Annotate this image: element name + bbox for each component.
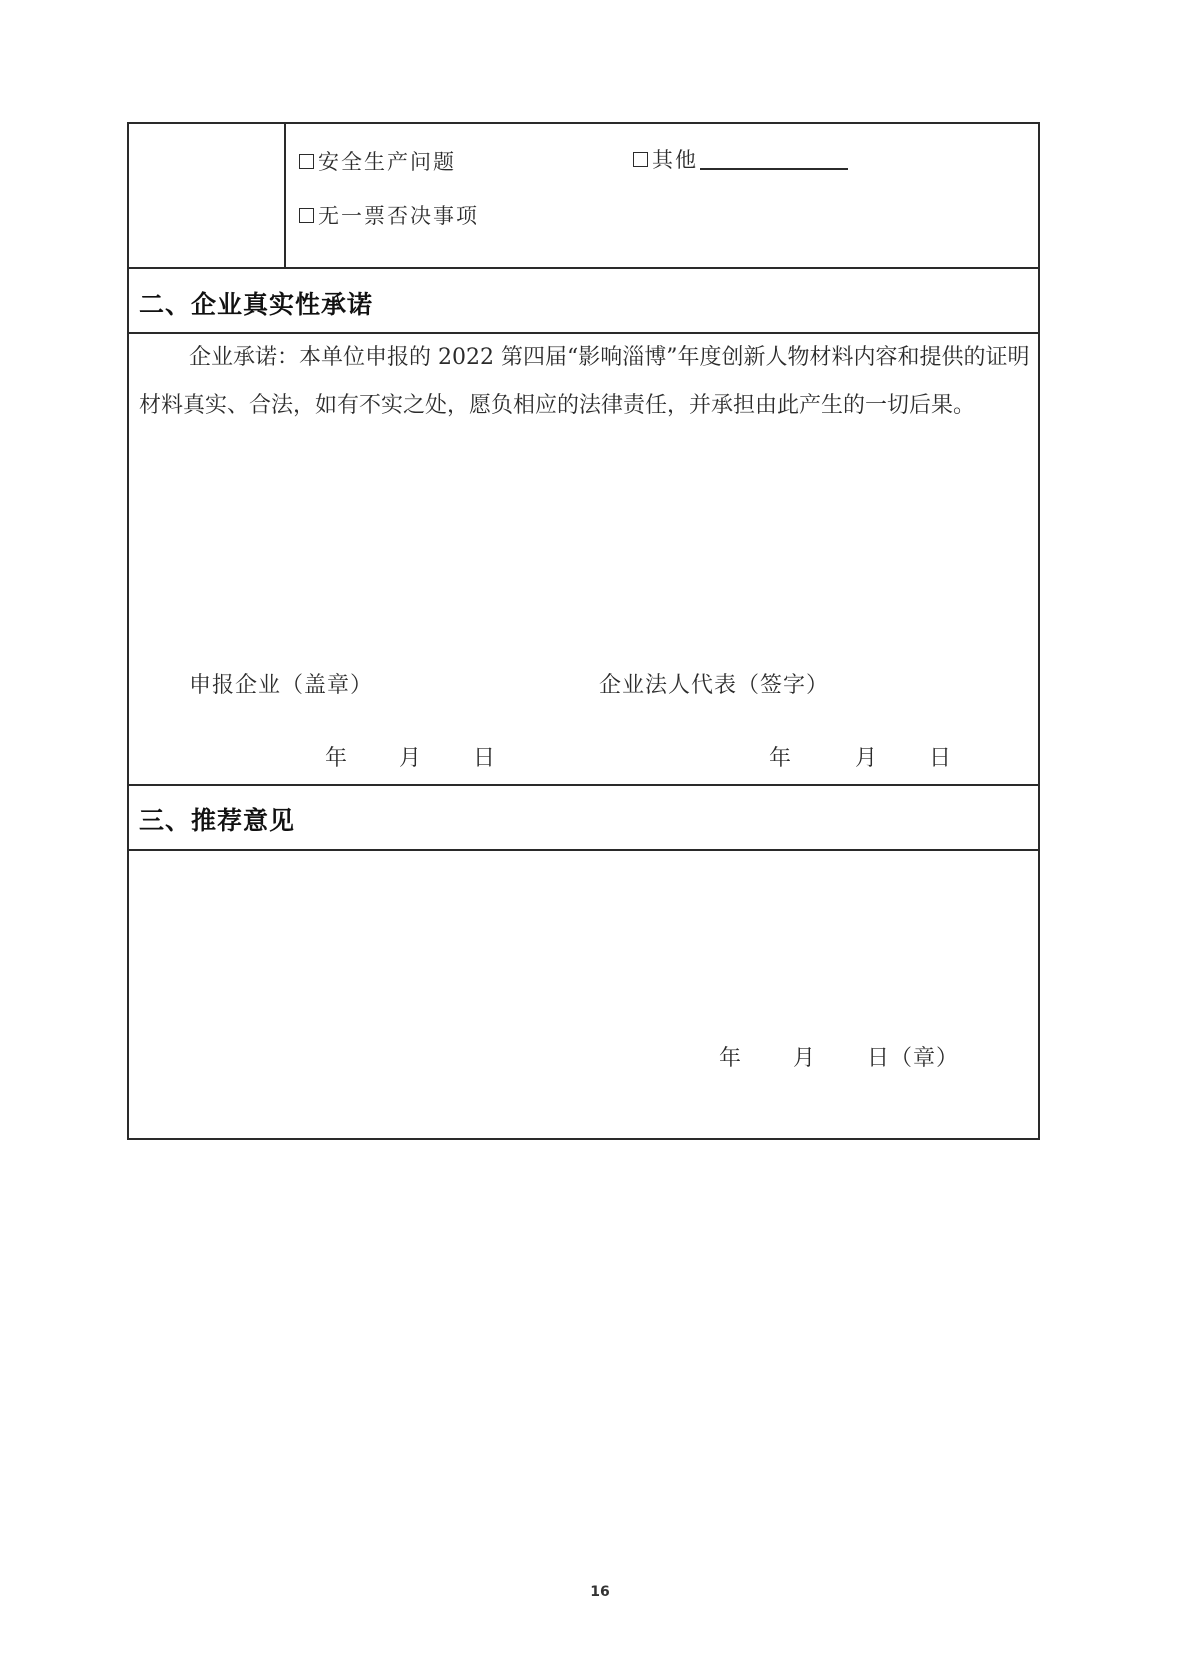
other-fill-in-line[interactable] [700, 148, 848, 170]
company-date-month: 月 [399, 746, 422, 771]
rep-date-month: 月 [855, 746, 878, 771]
form-table [127, 122, 1040, 1140]
checkbox-icon[interactable] [299, 154, 314, 169]
company-seal-label: 申报企业（盖章） [189, 673, 374, 698]
row1-column-divider [284, 124, 286, 267]
rep-date-year: 年 [769, 746, 792, 771]
checkbox-safety-label: 安全生产问题 [318, 150, 456, 174]
pledge-text: 企业承诺：本单位申报的 2022 第四届“影响淄博”年度创新人物材料内容和提供的证明材料真实、合法，如有不实之处，愿负相应的法律责任，并承担由此产生的一切后果。 [139, 345, 1030, 418]
checkbox-icon[interactable] [633, 152, 648, 167]
section2-title: 二、企业真实性承诺 [139, 290, 374, 319]
checkbox-icon[interactable] [299, 208, 314, 223]
rep-date-day: 日 [929, 746, 952, 771]
checkbox-none-item[interactable] [299, 200, 479, 230]
checkbox-none-label: 无一票否决事项 [318, 204, 479, 228]
recommend-date-year: 年 [719, 1046, 742, 1071]
company-date-day: 日 [473, 746, 496, 771]
section3-title: 三、推荐意见 [139, 806, 296, 835]
row-divider [129, 784, 1038, 786]
checkbox-safety-item[interactable] [299, 146, 456, 176]
page-number: 16 [590, 1584, 610, 1600]
legal-rep-signature-label: 企业法人代表（签字） [599, 673, 830, 698]
company-date-year: 年 [325, 746, 348, 771]
recommend-date-day-seal: 日（章） [867, 1046, 960, 1071]
row-divider [129, 267, 1038, 269]
recommend-date-month: 月 [793, 1046, 816, 1071]
checkbox-other-label: 其他 [652, 148, 698, 172]
row-divider [129, 849, 1038, 851]
checkbox-other-item[interactable] [633, 144, 848, 174]
